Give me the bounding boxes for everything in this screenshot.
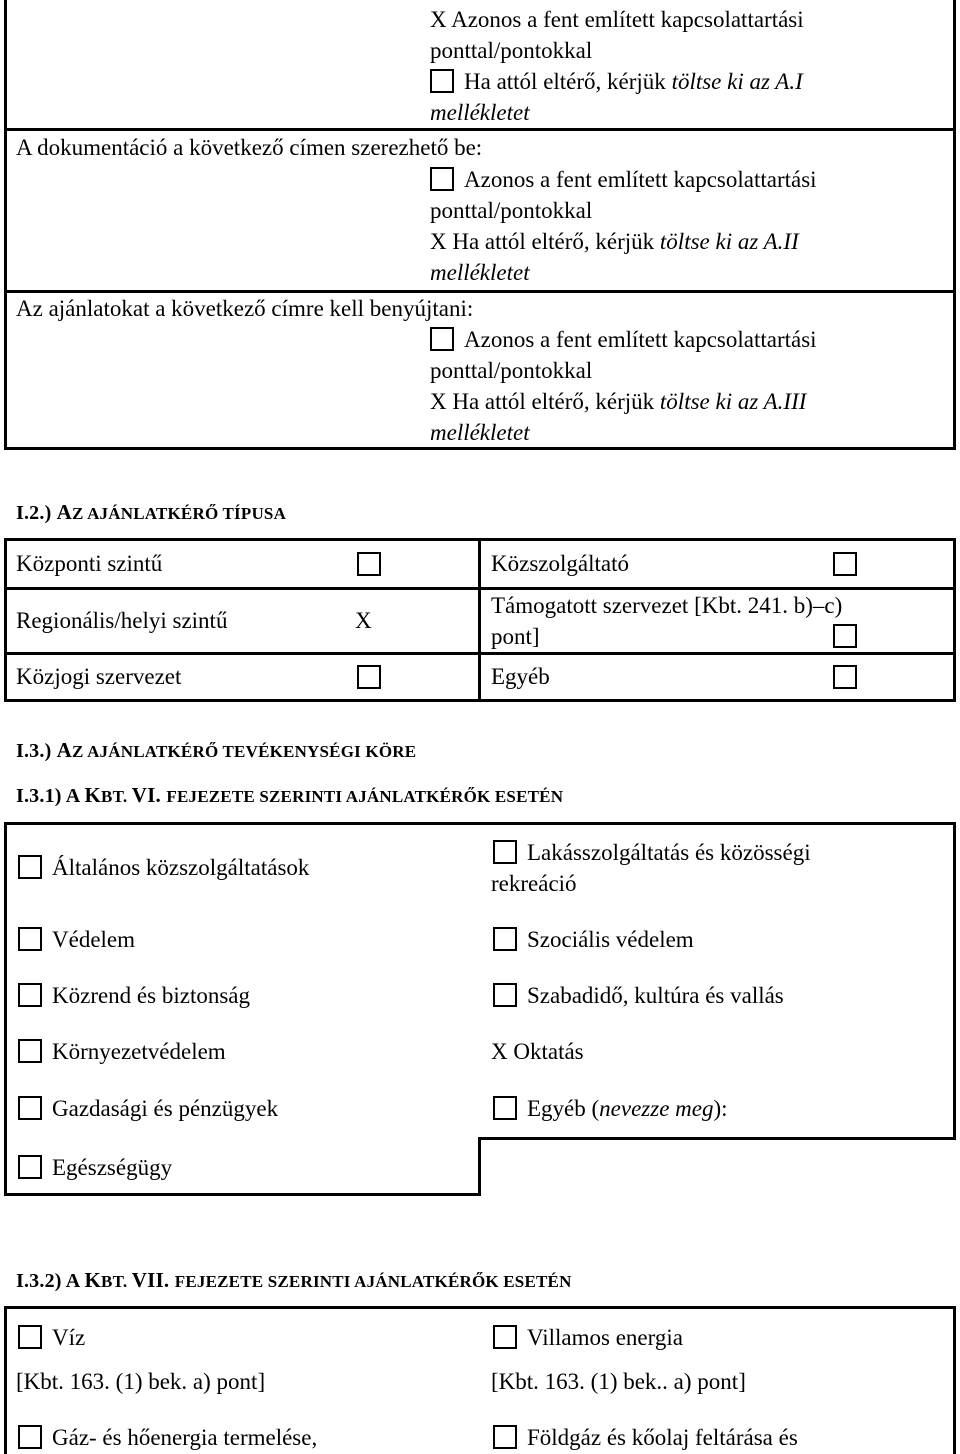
offers-option1 xyxy=(430,324,817,355)
heading-text: BT. xyxy=(101,787,132,806)
sector-label: Villamos energia xyxy=(527,1325,683,1350)
border xyxy=(478,1137,481,1196)
type-public-law-label: Közjogi szervezet xyxy=(16,664,182,689)
section-heading-i3 xyxy=(16,735,416,767)
doc-option2-line2: mellékletet xyxy=(430,100,530,125)
doc-option1-line1: X Azonos a fent említett kapcsolattartási xyxy=(430,7,804,32)
sector-electricity-ref: [Kbt. 163. (1) bek.. a) pont] xyxy=(491,1369,746,1394)
checkbox[interactable] xyxy=(493,983,517,1007)
offers-option1-line2: ponttal/pontokkal xyxy=(430,358,593,383)
type-other-label: Egyéb xyxy=(491,664,550,689)
border xyxy=(953,822,956,1138)
activity-health xyxy=(18,1152,172,1183)
checkbox[interactable] xyxy=(18,1325,42,1349)
checkbox[interactable] xyxy=(18,927,42,951)
checkbox[interactable] xyxy=(493,1425,517,1449)
offers-option2-text: X Ha attól eltérő, kérjük xyxy=(430,389,660,414)
section-number: I.3.) xyxy=(16,740,52,762)
checkbox[interactable] xyxy=(493,927,517,951)
offers-option2-line2: mellékletet xyxy=(430,420,530,445)
activity-label: Szabadidő, kultúra és vallás xyxy=(527,983,784,1008)
sector-water xyxy=(18,1322,85,1353)
activity-label: Egyéb ( xyxy=(527,1096,600,1121)
docs-option2-text: X Ha attól eltérő, kérjük xyxy=(430,229,660,254)
border xyxy=(4,822,7,1196)
checkbox[interactable] xyxy=(493,1096,517,1120)
type-regional-mark: X xyxy=(355,608,372,633)
activity-other xyxy=(493,1093,728,1124)
activity-housing-line2: rekreáció xyxy=(491,871,577,896)
type-supported-line2: pont] xyxy=(491,624,540,649)
activity-label: Védelem xyxy=(52,927,136,952)
activity-environment xyxy=(18,1036,226,1067)
border xyxy=(478,1137,956,1140)
sector-label: Víz xyxy=(52,1325,86,1350)
section-heading-i32 xyxy=(16,1265,572,1297)
sector-gas-heat xyxy=(18,1422,317,1453)
heading-cap: A xyxy=(56,500,73,524)
activity-defence xyxy=(18,924,135,955)
checkbox[interactable] xyxy=(18,1155,42,1179)
divider xyxy=(4,128,956,131)
docs-option2 xyxy=(430,226,799,257)
checkbox[interactable] xyxy=(493,1325,517,1349)
docs-option1-line2: ponttal/pontokkal xyxy=(430,198,593,223)
heading-text: Z AJÁNLATKÉRŐ TEVÉKENYSÉGI KÖRE xyxy=(72,742,417,761)
heading-cap: K xyxy=(84,783,102,807)
checkbox[interactable] xyxy=(430,327,454,351)
heading-text: FEJEZETE SZERINTI AJÁNLATKÉRŐK ESETÉN xyxy=(174,1272,572,1291)
heading-cap: K xyxy=(84,1268,102,1292)
activity-economy xyxy=(18,1093,278,1124)
section-number: I.2.) xyxy=(16,502,52,524)
doc-option1-line2: ponttal/pontokkal xyxy=(430,38,593,63)
section-number: I.3.1) A xyxy=(16,785,85,807)
activity-label: Közrend és biztonság xyxy=(52,983,250,1008)
activity-housing xyxy=(493,837,811,868)
checkbox[interactable] xyxy=(430,167,454,191)
border xyxy=(4,1193,481,1196)
heading-text: BT. xyxy=(101,1272,132,1291)
section-number: I.3.2) A xyxy=(16,1270,85,1292)
type-public-law-checkbox[interactable] xyxy=(357,665,381,689)
doc-option2-italic: töltse ki az A.I xyxy=(671,69,803,94)
offers-option2 xyxy=(430,386,806,417)
checkbox[interactable] xyxy=(18,855,42,879)
heading-chapter: VI. xyxy=(131,783,167,807)
checkbox[interactable] xyxy=(18,1425,42,1449)
offers-option1-text: Azonos a fent említett kapcsolattartási xyxy=(464,327,817,352)
activity-label-suffix: ): xyxy=(713,1096,728,1121)
doc-option2 xyxy=(430,66,803,97)
sector-electricity xyxy=(493,1322,683,1353)
checkbox[interactable] xyxy=(430,69,454,93)
checkbox[interactable] xyxy=(18,1039,42,1063)
divider xyxy=(478,538,481,702)
activity-label: Szociális védelem xyxy=(527,927,694,952)
section-heading-i31 xyxy=(16,780,563,812)
activity-label: Gazdasági és pénzügyek xyxy=(52,1096,279,1121)
activity-public-order xyxy=(18,980,250,1011)
type-central-label: Központi szintű xyxy=(16,551,163,576)
border xyxy=(4,1306,956,1309)
activity-label: Egészségügy xyxy=(52,1155,173,1180)
activity-social xyxy=(493,924,694,955)
activity-education: X Oktatás xyxy=(491,1039,584,1064)
docs-option2-italic: töltse ki az A.II xyxy=(659,229,799,254)
docs-label: A dokumentáció a következő címen szerezhető be: xyxy=(16,135,483,160)
docs-option2-line2: mellékletet xyxy=(430,260,530,285)
activity-general-services xyxy=(18,852,309,883)
sector-water-ref: [Kbt. 163. (1) bek. a) pont] xyxy=(16,1369,266,1394)
type-other-checkbox[interactable] xyxy=(833,665,857,689)
border xyxy=(4,1306,7,1454)
sector-label: Földgáz és kőolaj feltárása és xyxy=(527,1425,798,1450)
checkbox[interactable] xyxy=(18,983,42,1007)
offers-label: Az ajánlatokat a következő címre kell benyújtani: xyxy=(16,296,474,321)
activity-label: Környezetvédelem xyxy=(52,1039,226,1064)
type-utility-label: Közszolgáltató xyxy=(491,551,629,576)
type-utility-checkbox[interactable] xyxy=(833,552,857,576)
border xyxy=(4,822,956,825)
border xyxy=(953,1306,956,1454)
activity-leisure xyxy=(493,980,784,1011)
checkbox[interactable] xyxy=(18,1096,42,1120)
checkbox[interactable] xyxy=(493,840,517,864)
doc-option2-text: Ha attól eltérő, kérjük xyxy=(464,69,672,94)
activity-label-italic: nevezze meg xyxy=(599,1096,714,1121)
activity-label: Általános közszolgáltatások xyxy=(52,855,310,880)
docs-option1 xyxy=(430,164,817,195)
type-supported-line1: Támogatott szervezet [Kbt. 241. b)–c) xyxy=(491,593,843,618)
heading-cap: A xyxy=(56,738,73,762)
sector-oil-gas xyxy=(493,1422,798,1453)
type-regional-label: Regionális/helyi szintű xyxy=(16,608,228,633)
docs-option1-text: Azonos a fent említett kapcsolattartási xyxy=(464,167,817,192)
heading-text: FEJEZETE SZERINTI AJÁNLATKÉRŐK ESETÉN xyxy=(166,787,564,806)
sector-label: Gáz- és hőenergia termelése, xyxy=(52,1425,318,1450)
activity-label: Lakásszolgáltatás és közösségi xyxy=(527,840,811,865)
heading-chapter: VII. xyxy=(131,1268,175,1292)
type-central-checkbox[interactable] xyxy=(357,552,381,576)
section-heading-i2 xyxy=(16,497,286,529)
heading-text: Z AJÁNLATKÉRŐ TÍPUSA xyxy=(72,504,287,523)
type-supported-checkbox[interactable] xyxy=(833,624,857,648)
offers-option2-italic: töltse ki az A.III xyxy=(659,389,807,414)
